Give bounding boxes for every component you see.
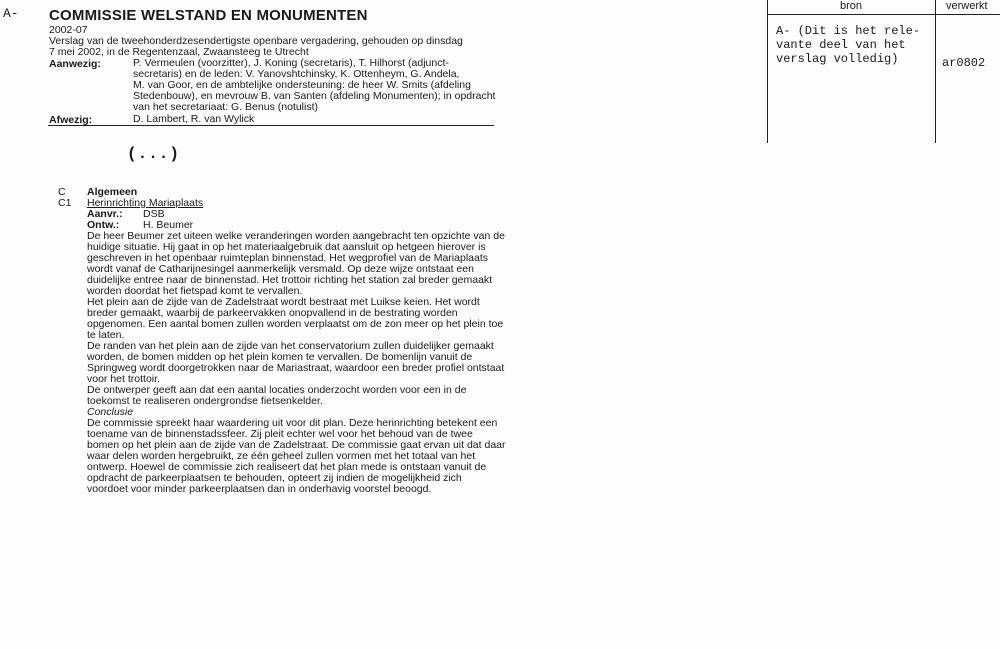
present-list <box>133 58 498 113</box>
body-line: Het plein aan de zijde van de Zadelstraat wordt bestraat met Luikse keien. Het wordt <box>87 296 480 308</box>
present-line: secretaris) en de leden: V. Yanovshtchinsky, K. Ottenheym, G. Andela, <box>133 68 460 80</box>
conclusion-line: waar delen worden hergebruikt, ze één geheel zullen vormen met het totaal van het <box>87 450 476 462</box>
source-note <box>776 24 920 66</box>
meeting-subtitle-line-1: Verslag van de tweehonderdzesendertigste openbare vergadering, gehouden op dinsdag <box>49 35 463 47</box>
subsection-code: C1 <box>58 197 72 209</box>
meeting-number: 2002-07 <box>49 24 88 36</box>
conclusion-line: bomen op het plein aan de zijde van de Zadelstraat. De commissie gaat ervan uit dat daar <box>87 439 506 451</box>
header-divider <box>48 125 494 126</box>
present-line: M. van Goor, en de ambtelijke ondersteuning: de heer W. Smits (afdeling <box>133 79 471 91</box>
body-line: voor het trottoir. <box>87 373 160 385</box>
conclusion-line: voordoet voor minder parkeerplaatsen dan in onderhavig voorstel beoogd. <box>87 483 432 495</box>
present-line: Stedenbouw), en mevrouw B. van Santen (afdeling Monumenten); in opdracht <box>133 90 496 102</box>
table-header-divider <box>767 14 1000 15</box>
absent-value: D. Lambert, R. van Wylick <box>133 113 255 125</box>
body-line: worden, de bomen midden op het plein komen te vervallen. De bomenlijn vanuit de <box>87 351 473 363</box>
source-note-line: vante deel van het <box>776 38 906 52</box>
body-line: De ontwerper geeft aan dat een aantal locaties onderzocht worden voor een in de <box>87 384 467 396</box>
body-line: te laten. <box>87 329 125 341</box>
conclusion-line: opdracht de parkeerplaatsen te behouden, opteert zij indien de mogelijkheid zich <box>87 472 462 484</box>
column-header-bron: bron <box>840 0 863 12</box>
designer-value: H. Beumer <box>143 219 194 231</box>
body-line: duidelijke entree naar de binnenstad. Het trottoir richting het station zal breder gemaakt <box>87 274 493 286</box>
designer-label: Ontw.: <box>87 219 120 231</box>
present-label: Aanwezig: <box>49 58 101 70</box>
body-line: De randen van het plein aan de zijde van het conservatorium zullen duidelijker gemaakt <box>87 340 494 352</box>
section-body <box>87 231 512 495</box>
body-line: De heer Beumer zet uiteen welke veranderingen worden aangebracht ten opzichte van de <box>87 230 505 242</box>
archive-code: ar0802 <box>942 56 986 70</box>
conclusion-label: Conclusie <box>87 406 134 418</box>
conclusion-line: De commissie spreekt haar waardering uit voor dit plan. Deze herinrichting betekent een <box>87 417 498 429</box>
body-line: opgenomen. Een aantal bomen zullen worden verplaatst om de zon meer op het plein toe <box>87 318 504 330</box>
body-line: worden doordat het fietspad komt te vervallen. <box>87 285 303 297</box>
margin-mark: A- <box>3 6 19 21</box>
body-line: huidige situatie. Hij gaat in op het materiaalgebruik dat aansluit op hetgeen hierover is <box>87 241 486 253</box>
body-line: breder gemaakt, waarbij de parkeervakken onopvallend in de bestrating worden <box>87 307 458 319</box>
conclusion-line: toename van de binnenstadssfeer. Zij pleit echter wel voor het behoud van de twee <box>87 428 473 440</box>
source-note-line: verslag volledig) <box>776 52 899 66</box>
body-line: geschreven in het openbaar ruimteplan binnenstad. Het wegprofiel van de Mariaplaats <box>87 252 488 264</box>
section-code: C <box>58 186 66 198</box>
present-line: P. Vermeulen (voorzitter), J. Koning (secretaris), T. Hilhorst (adjunct- <box>133 57 449 69</box>
subsection-title: Herinrichting Mariaplaats <box>87 197 204 209</box>
document-title: COMMISSIE WELSTAND EN MONUMENTEN <box>49 7 368 24</box>
body-line: Springweg wordt doorgetrokken naar de Mariastraat, waardoor een breder profiel ontstaat <box>87 362 505 374</box>
meeting-subtitle-line-2: 7 mei 2002, in de Regentenzaal, Zwaansteeg te Utrecht <box>49 46 309 58</box>
applicant-value: DSB <box>143 208 165 220</box>
table-column-divider <box>935 0 936 143</box>
present-line: van het secretariaat: G. Benus (notulist) <box>133 101 319 113</box>
meeting-meta <box>49 25 463 58</box>
source-note-line: A- (Dit is het rele- <box>776 24 921 38</box>
body-line: wordt vanaf de Catharijnesingel aanmerkelijk versmald. Op deze wijze ontstaat een <box>87 263 474 275</box>
applicant-label: Aanvr.: <box>87 208 123 220</box>
body-line: toekomst te realiseren ondergrondse fietsenkelder. <box>87 395 323 407</box>
conclusion-line: ontwerp. Hoewel de commissie zich realiseert dat het plan mede is ontstaan vanuit de <box>87 461 487 473</box>
table-left-border <box>767 0 768 143</box>
section-title: Algemeen <box>87 186 138 198</box>
omission-ellipsis: (...) <box>127 145 181 163</box>
absent-label: Afwezig: <box>49 114 93 126</box>
column-header-verwerkt: verwerkt <box>946 0 988 12</box>
